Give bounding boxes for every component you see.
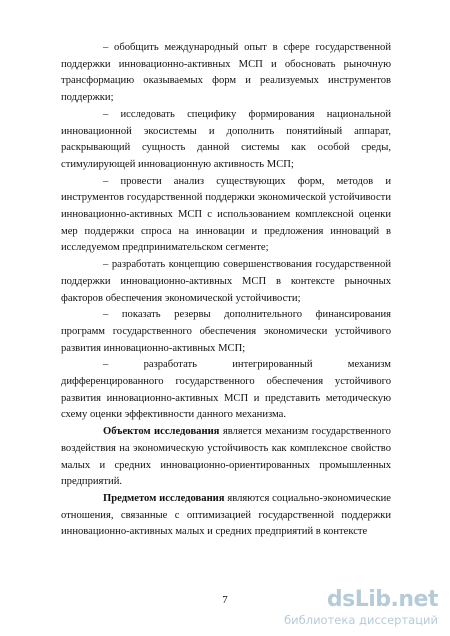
paragraph-lead: Предметом исследования <box>103 492 225 504</box>
body-text <box>61 40 391 541</box>
watermark-caption: библиотека диссертаций <box>284 613 438 627</box>
paragraph-text: – показать резервы дополнительного финансирования программ государственного обеспечения экономически устойчивого развития инновационно-активных МСП; <box>61 309 391 354</box>
page-number: 7 <box>222 594 228 606</box>
paragraph-lead: Объектом исследования <box>103 426 220 438</box>
paragraph-text: является механизм государственного воздействия на экономическую устойчивость как комплексное свойство малых и средних инновационно-ориентированных промышленных предприятий. <box>61 426 391 488</box>
paragraph-task-4 <box>61 257 391 307</box>
paragraph-task-3 <box>61 174 391 258</box>
watermark-logo: dsLib.net <box>326 587 438 612</box>
paragraph-task-5 <box>61 307 391 357</box>
paragraph-text: – разработать концепцию совершенствования государственной поддержки инновационно-активных МСП в контексте рыночных факторов обеспечения экономической устойчивости; <box>61 259 391 304</box>
paragraph-text: – разработать интегрированный механизм дифференцированного государственного обеспечения устойчивого развития инновационно-активных МСП и представить методическую схему оценки эффективности данного механизма. <box>61 359 391 421</box>
watermark[interactable] <box>284 588 438 627</box>
paragraph-research-subject <box>61 491 391 541</box>
paragraph-text: – исследовать специфику формирования национальной инновационной экосистемы и дополнить понятийный аппарат, раскрывающий сущность данной системы как особой среды, стимулирующей инновационную активность МСП; <box>61 108 391 170</box>
paragraph-task-2 <box>61 107 391 174</box>
paragraph-text: – провести анализ существующих форм, методов и инструментов государственной поддержки экономической устойчивости инновационно-активных МСП с использованием комплексной оценки мер поддержки спроса на инновации и предложения инноваций в исследуемом предпринимательском сегменте; <box>61 175 391 254</box>
paragraph-text: – обобщить международный опыт в сфере государственной поддержки инновационно-активных МСП и обосновать рыночную трансформацию оказываемых форм и реализуемых инструментов поддержки; <box>61 42 391 104</box>
paragraph-text: являются социально-экономические отношения, связанные с оптимизацией государственной поддержки инновационно-активных малых и средних предприятий в контексте <box>61 492 392 538</box>
paragraph-task-6 <box>61 357 391 424</box>
paragraph-task-1 <box>61 40 391 107</box>
paragraph-research-object <box>61 424 391 491</box>
